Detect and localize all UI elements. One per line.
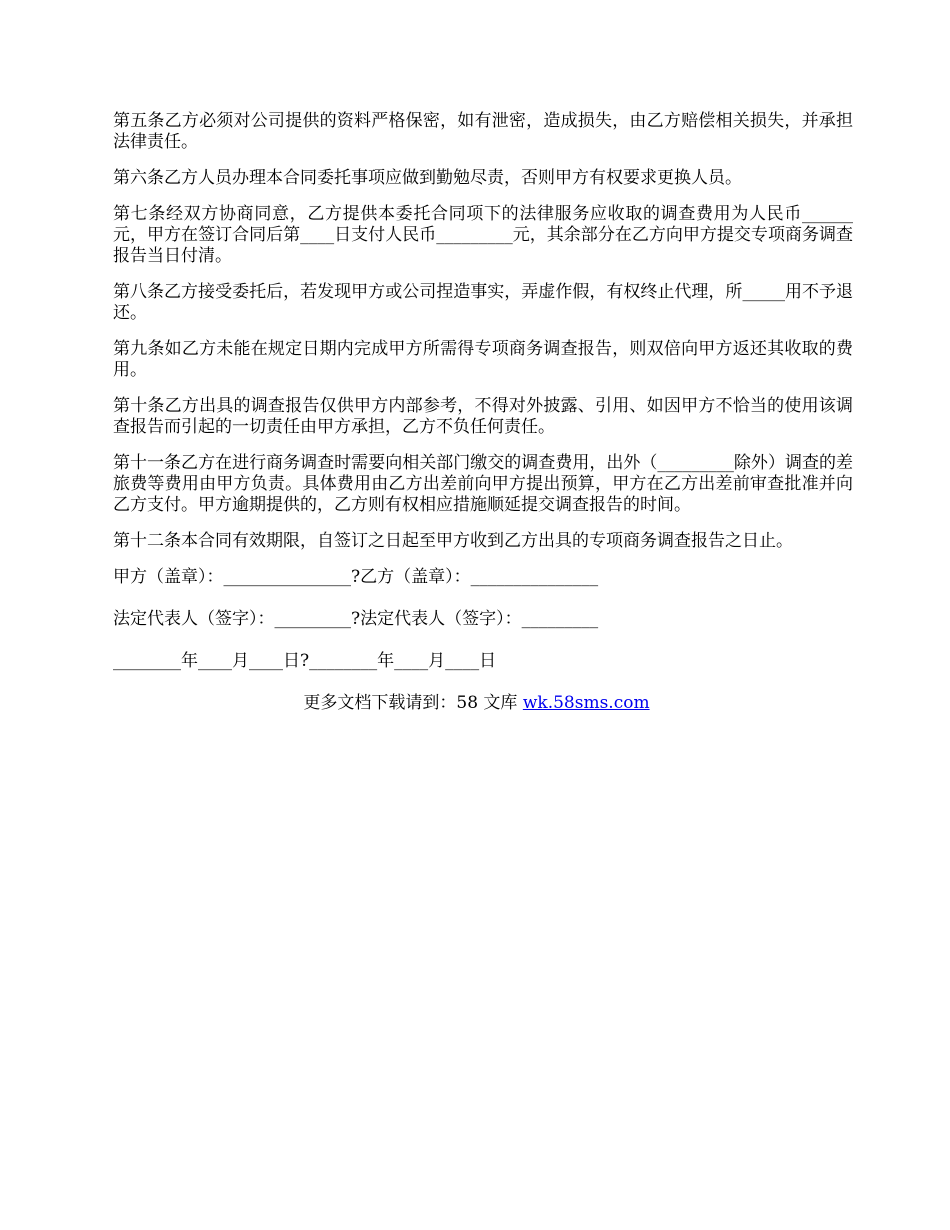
footer-download-note — [113, 693, 840, 714]
clause-5: 第五条乙方必须对公司提供的资料严格保密，如有泄密，造成损失，由乙方赔偿相关损失，并承担法律责任。 — [113, 111, 853, 152]
clause-9: 第九条如乙方未能在规定日期内完成甲方所需得专项商务调查报告，则双倍向甲方返还其收取的费用。 — [113, 339, 853, 380]
footer-text: 更多文档下载请到：58 文库 — [303, 693, 523, 713]
footer-link[interactable]: wk.58sms.com — [522, 693, 650, 713]
clause-11: 第十一条乙方在进行商务调查时需要向相关部门缴交的调查费用，出外（_________除外）调查的差旅费等费用由甲方负责。具体费用由乙方出差前向甲方提出预算，甲方在乙方出差前审查批准并向乙方支付。甲方逾期提供的，乙方则有权相应措施顺延提交调查报告的时间。 — [113, 453, 853, 515]
date-line: ________年____月____日?________年____月____日 — [113, 651, 497, 671]
document-body — [113, 111, 853, 714]
clause-12: 第十二条本合同有效期限，自签订之日起至甲方收到乙方出具的专项商务调查报告之日止。 — [113, 531, 793, 551]
clause-10: 第十条乙方出具的调查报告仅供甲方内部参考，不得对外披露、引用、如因甲方不恰当的使用该调查报告而引起的一切责任由甲方承担，乙方不负任何责任。 — [113, 396, 853, 437]
clause-6: 第六条乙方人员办理本合同委托事项应做到勤勉尽责，否则甲方有权要求更换人员。 — [113, 168, 742, 188]
party-seal-line: 甲方（盖章）：_______________?乙方（盖章）：_______________ — [113, 567, 599, 587]
clause-7: 第七条经双方协商同意，乙方提供本委托合同项下的法律服务应收取的调查费用为人民币______元，甲方在签订合同后第____日支付人民币_________元，其余部分在乙方向甲方提交专项商务调查报告当日付清。 — [113, 204, 853, 266]
clause-8: 第八条乙方接受委托后，若发现甲方或公司捏造事实，弄虚作假，有权终止代理，所_____用不予退还。 — [113, 282, 853, 323]
legal-representative-line: 法定代表人（签字）：_________?法定代表人（签字）：_________ — [113, 609, 599, 629]
